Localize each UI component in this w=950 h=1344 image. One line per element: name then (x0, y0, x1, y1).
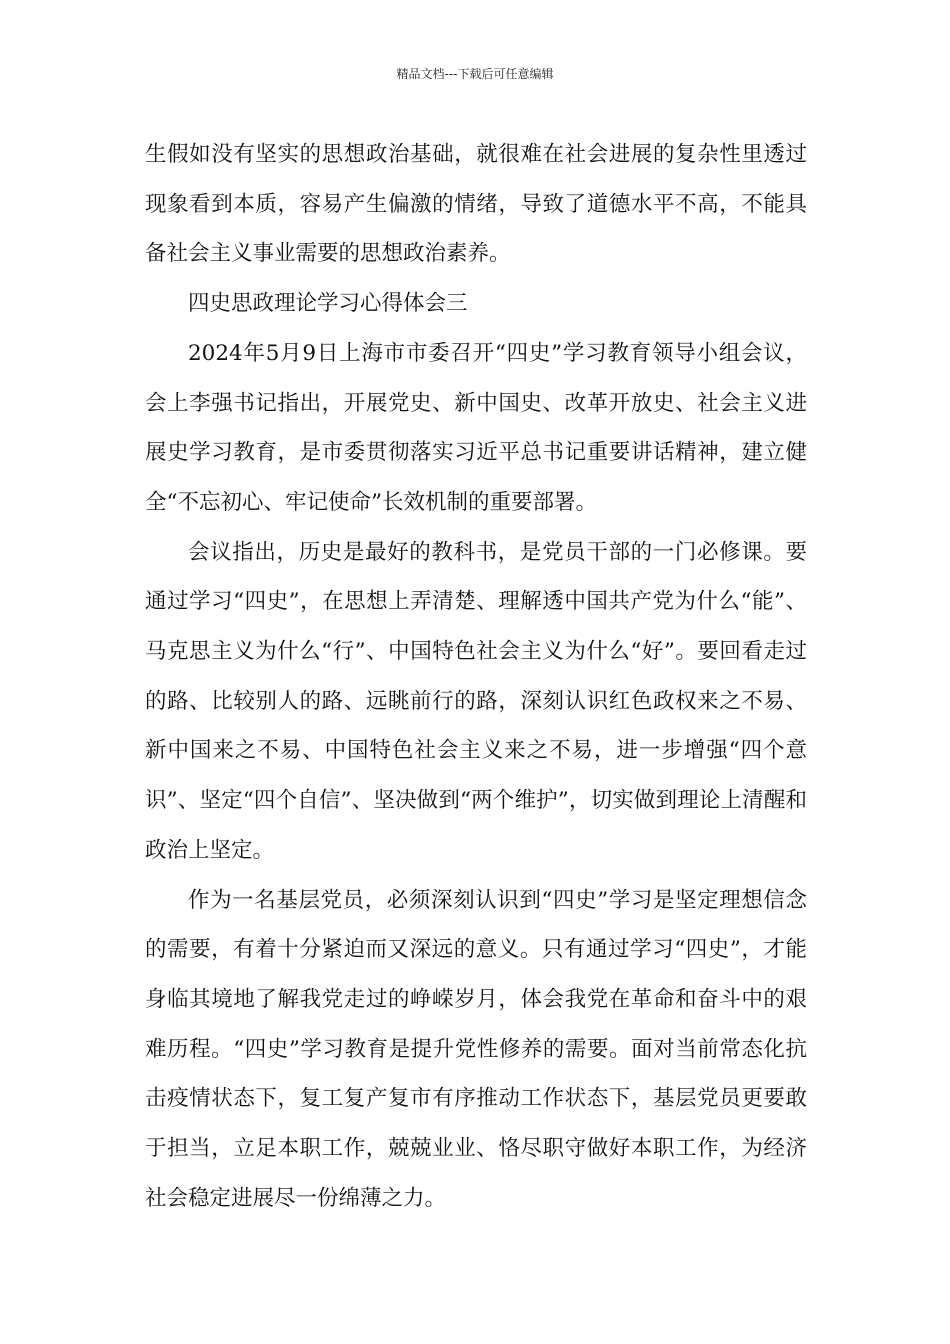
paragraph: 作为一名基层党员，必须深刻认识到“四史”学习是坚定理想信念的需要，有着十分紧迫而又深远的意义。只有通过学习“四史”，才能身临其境地了解我党走过的峥嵘岁月，体会我党在革命和奋斗中的艰难历程。“四史”学习教育是提升党性修养的需要。面对当前常态化抗击疫情状态下，复工复产复市有序推动工作状态下，基层党员更要敢于担当，立足本职工作，兢兢业业、恪尽职守做好本职工作，为经济社会稳定进展尽一份绵薄之力。 (145, 887, 807, 1211)
section-heading: 四史思政理论学习心得体会三 (188, 291, 468, 317)
page-header: 精品文档---下载后可任意编辑 (396, 67, 554, 81)
paragraph: 会议指出，历史是最好的教科书，是党员干部的一门必修课。要通过学习“四史”，在思想上弄清楚、理解透中国共产党为什么“能”、马克思主义为什么“行”、中国特色社会主义为什么“好”。要回看走过的路、比较别人的路、远眺前行的路，深刻认识红色政权来之不易、新中国来之不易、中国特色社会主义来之不易，进一步增强“四个意识”、坚定“四个自信”、坚决做到“两个维护”，切实做到理论上清醒和政治上坚定。 (145, 539, 807, 863)
paragraph-continuation: 生假如没有坚实的思想政治基础，就很难在社会进展的复杂性里透过现象看到本质，容易产生偏激的情绪，导致了道德水平不高，不能具备社会主义事业需要的思想政治素养。 (145, 142, 807, 267)
document-body (145, 130, 807, 1223)
paragraph: 2024年5月9日上海市市委召开“四史”学习教育领导小组会议，会上李强书记指出，开展党史、新中国史、改革开放史、社会主义进展史学习教育，是市委贯彻落实习近平总书记重要讲话精神，建立健全“不忘初心、牢记使命”长效机制的重要部署。 (145, 340, 807, 515)
